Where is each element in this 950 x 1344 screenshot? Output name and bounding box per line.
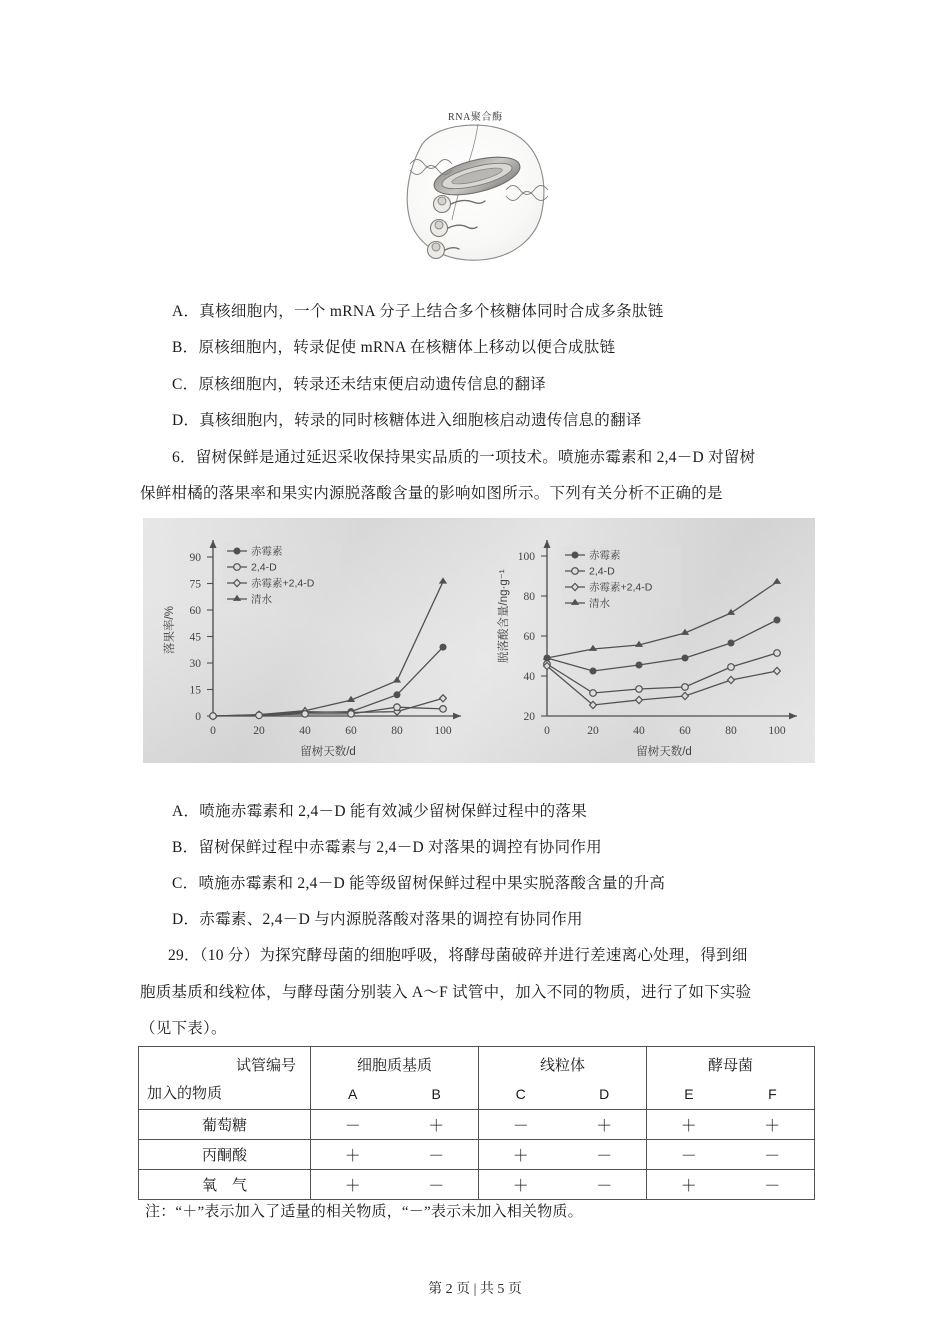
page-footer: 第 2 页 | 共 5 页: [428, 1282, 522, 1297]
question6-charts-figure: [143, 518, 815, 763]
svg-text:30: 30: [189, 658, 201, 670]
left-chart-legend: [223, 542, 341, 606]
table-corner-cell: [139, 1047, 311, 1110]
table-cell-group-cytoplasm: [310, 1140, 478, 1170]
svg-text:60: 60: [345, 725, 357, 737]
table-tube-f: F: [768, 1086, 777, 1102]
table-cell-e: ＋: [680, 1178, 697, 1195]
table-cell-group-cytoplasm: [310, 1110, 478, 1140]
q6-option-d-text: 赤霉素、2,4－D 与内源脱落酸对落果的调控有协同作用: [199, 911, 583, 928]
table-cell-d: ＋: [596, 1118, 613, 1135]
left-legend-label-1: 2,4-D: [251, 561, 277, 574]
right-chart-y-ticks: [518, 551, 547, 723]
svg-text:75: 75: [189, 578, 201, 591]
table-cell-group-mitochondria: [478, 1170, 646, 1200]
experiment-table: [138, 1046, 815, 1200]
rna-polymerase-figure: [382, 108, 572, 273]
left-chart-x-arrow: [453, 713, 461, 720]
q29-line3: （见下表）。: [140, 1020, 227, 1037]
q5-option-c: [172, 373, 546, 396]
q6-option-b-label: B．: [172, 839, 199, 856]
svg-text:0: 0: [195, 711, 201, 723]
svg-text:90: 90: [189, 552, 201, 564]
table-cell-b: －: [428, 1178, 445, 1195]
table-group-cytoplasm: [310, 1047, 478, 1110]
table-cell-group-yeast: [646, 1140, 814, 1170]
aba-content-chart: [479, 518, 815, 763]
table-tube-b: B: [431, 1086, 441, 1102]
svg-text:100: 100: [768, 725, 786, 737]
q6-option-b: [172, 836, 602, 859]
left-legend-label-0: 赤霉素: [251, 545, 283, 558]
q29-line1: 29．（10 分）为探究酵母菌的细胞呼吸，将酵母菌破碎并进行差速离心处理，得到细: [168, 947, 748, 964]
table-tube-d: D: [599, 1086, 610, 1102]
table-cell-group-yeast: [646, 1110, 814, 1140]
svg-text:0: 0: [544, 725, 550, 737]
table-cell-f: ＋: [764, 1118, 781, 1135]
right-chart-x-axis-title: 留树天数/d: [636, 746, 692, 758]
svg-text:20: 20: [587, 725, 599, 737]
svg-text:60: 60: [189, 605, 201, 617]
q5-option-c-text: 原核细胞内，转录还未结束便启动遗传信息的翻译: [198, 376, 547, 393]
q6-stem-line1: 6．留树保鲜是通过延迟采收保持果实品质的一项技术。喷施赤霉素和 2,4－D 对留树: [172, 449, 756, 466]
svg-text:20: 20: [523, 711, 535, 723]
table-cell-e: ＋: [680, 1118, 697, 1135]
table-tube-a: A: [348, 1086, 358, 1102]
left-chart-x-ticks: [210, 725, 452, 737]
q29-line2: 胞质基质和线粒体，与酵母菌分别装入 A～F 试管中，加入不同的物质，进行了如下实验: [140, 984, 752, 1001]
table-cell-group-mitochondria: [478, 1140, 646, 1170]
table-row: [139, 1170, 815, 1200]
right-series-ga-plus-24d: [544, 662, 781, 708]
svg-text:100: 100: [517, 551, 535, 563]
right-series-gibberellin: [544, 617, 780, 674]
q5-option-a: [172, 300, 664, 323]
q5-option-a-label: A．: [172, 303, 200, 320]
table-note: 注：“＋”表示加入了适量的相关物质，“－”表示未加入相关物质。: [145, 1204, 583, 1220]
svg-text:20: 20: [253, 725, 265, 737]
q5-option-c-label: C．: [172, 376, 199, 393]
left-chart-x-axis-title: 留树天数/d: [300, 746, 356, 758]
fruit-drop-rate-chart: [143, 518, 479, 763]
left-chart-y-axis-title: 落果率/%: [164, 606, 176, 654]
table-row-substance: 丙酮酸: [139, 1140, 311, 1170]
table-group-yeast: [646, 1047, 814, 1110]
left-legend-label-2: 赤霉素+2,4-D: [251, 577, 315, 590]
table-row: [139, 1110, 815, 1140]
q6-option-d-label: D．: [172, 911, 200, 928]
svg-text:80: 80: [523, 591, 535, 603]
table-group-cytoplasm-name: 细胞质基质: [356, 1058, 432, 1074]
right-series-24d: [544, 650, 781, 697]
table-group-yeast-name: 酵母菌: [707, 1058, 753, 1074]
right-legend-label-2: 赤霉素+2,4-D: [589, 581, 653, 594]
q5-option-d: [172, 409, 642, 432]
table-cell-f: －: [764, 1178, 781, 1195]
left-chart-y-ticks: [190, 552, 214, 723]
table-cell-d: －: [596, 1148, 613, 1165]
table-cell-f: －: [764, 1148, 781, 1165]
q6-option-d: [172, 908, 583, 931]
q5-option-d-label: D．: [172, 412, 200, 429]
table-cell-d: －: [596, 1178, 613, 1195]
svg-text:60: 60: [523, 631, 535, 643]
q6-option-a: [172, 800, 587, 823]
svg-text:40: 40: [299, 725, 311, 737]
table-tube-c: C: [515, 1086, 526, 1102]
table-cell-c: ＋: [512, 1148, 529, 1165]
table-cell-c: －: [512, 1118, 529, 1135]
table-cell-group-mitochondria: [478, 1110, 646, 1140]
table-corner-top-label: 试管编号: [235, 1058, 296, 1074]
q6-option-b-text: 留树保鲜过程中赤霉素与 2,4－D 对落果的调控有协同作用: [198, 839, 602, 856]
q5-option-b-label: B．: [172, 339, 199, 356]
q6-option-a-text: 喷施赤霉素和 2,4－D 能有效减少留树保鲜过程中的落果: [199, 803, 588, 820]
q6-option-c-label: C．: [172, 875, 199, 892]
svg-text:40: 40: [523, 671, 535, 683]
right-chart-y-arrow: [544, 540, 551, 548]
svg-text:45: 45: [189, 631, 201, 644]
q5-option-a-text: 真核细胞内，一个 mRNA 分子上结合多个核糖体同时合成多条肽链: [199, 303, 664, 320]
table-row-substance: 氧 气: [139, 1170, 311, 1200]
svg-text:40: 40: [633, 725, 645, 737]
left-chart-y-arrow: [210, 540, 217, 548]
table-cell-e: －: [680, 1148, 697, 1165]
table-cell-a: ＋: [344, 1178, 361, 1195]
q5-option-b-text: 原核细胞内，转录促使 mRNA 在核糖体上移动以便合成肽链: [198, 339, 616, 356]
table-cell-a: －: [344, 1118, 361, 1135]
q5-option-d-text: 真核细胞内，转录的同时核糖体进入细胞核启动遗传信息的翻译: [199, 412, 642, 429]
table-group-mitochondria: [478, 1047, 646, 1110]
right-chart-y-axis-title: 脱落酸含量/ng·g⁻¹: [498, 569, 510, 663]
svg-text:80: 80: [391, 725, 403, 737]
q6-stem-line2: 保鲜柑橘的落果率和果实内源脱落酸含量的影响如图所示。下列有关分析不正确的是: [140, 485, 723, 502]
q6-option-c: [172, 872, 665, 895]
table-cell-b: －: [428, 1148, 445, 1165]
figure-caption: RNA聚合酶: [448, 112, 503, 123]
q5-option-b: [172, 336, 615, 359]
table-cell-group-cytoplasm: [310, 1170, 478, 1200]
table-cell-b: ＋: [428, 1118, 445, 1135]
right-chart-x-ticks: [544, 725, 786, 737]
table-row-substance: 葡萄糖: [139, 1110, 311, 1140]
q6-option-a-label: A．: [172, 803, 200, 820]
svg-text:100: 100: [434, 725, 452, 737]
table-row: [139, 1140, 815, 1170]
svg-text:15: 15: [189, 684, 201, 697]
table-header-row: [139, 1047, 815, 1110]
left-legend-label-3: 清水: [251, 593, 272, 606]
right-legend-label-3: 清水: [589, 597, 610, 610]
svg-text:80: 80: [725, 725, 737, 737]
right-chart-x-arrow: [789, 713, 797, 720]
table-group-mitochondria-name: 线粒体: [539, 1058, 585, 1074]
table-cell-c: ＋: [512, 1178, 529, 1195]
svg-text:60: 60: [679, 725, 691, 737]
table-cell-a: ＋: [344, 1148, 361, 1165]
table-corner-bottom-label: 加入的物质: [147, 1086, 223, 1102]
q6-option-c-text: 喷施赤霉素和 2,4－D 能等级留树保鲜过程中果实脱落酸含量的升高: [198, 875, 666, 892]
right-legend-label-0: 赤霉素: [589, 549, 621, 562]
rna-polymerase-illustration: [382, 108, 572, 273]
right-chart-legend: [561, 546, 681, 610]
svg-text:0: 0: [210, 725, 216, 737]
right-legend-label-1: 2,4-D: [589, 565, 615, 578]
table-cell-group-yeast: [646, 1170, 814, 1200]
table-tube-e: E: [684, 1086, 694, 1102]
